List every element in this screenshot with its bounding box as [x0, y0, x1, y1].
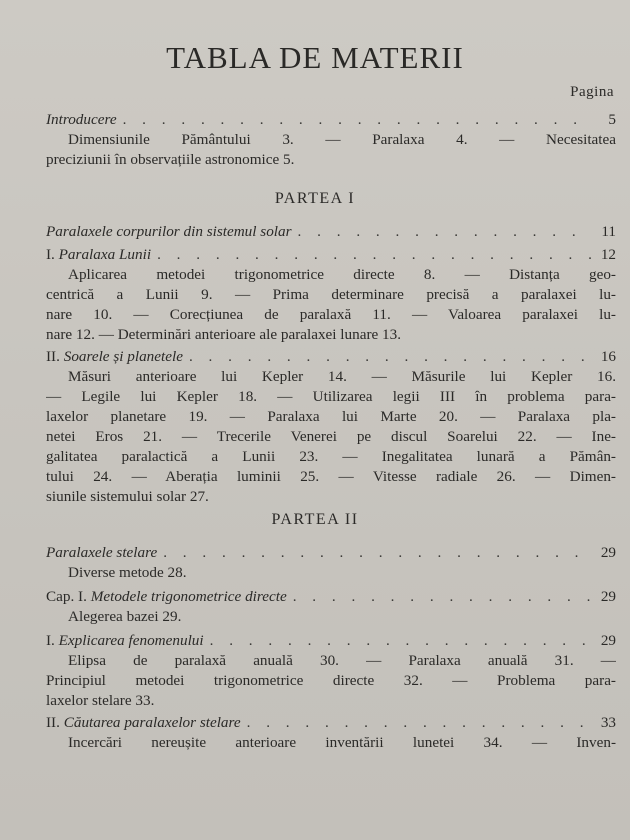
toc-description-line: galitatea paralactică a Lunii 23. — Inegalitatea lunară a Pămân- [46, 448, 616, 465]
toc-description-line: nare 12. — Determinări anterioare ale paralaxei lunare 13. [46, 326, 402, 343]
toc-description-line: Măsuri anterioare lui Kepler 14. — Măsurile lui Kepler 16. [68, 368, 616, 385]
toc-entry-label: Soarele și planetele [63, 348, 183, 365]
toc-entry-number: II. [46, 348, 60, 365]
dot-leader [247, 713, 592, 733]
toc-entry-page: 11 [601, 223, 616, 240]
toc-entry-paralaxa-lunii[interactable] [46, 245, 616, 265]
page-column-header: Pagina [570, 84, 614, 100]
toc-entry-number: I. [46, 632, 55, 649]
dot-leader [157, 245, 592, 265]
toc-description-line: laxelor planetare 19. — Paralaxa lui Marte 20. — Paralaxa pla- [46, 408, 616, 425]
toc-description-line: siunile sistemului solar 27. [46, 488, 209, 505]
toc-entry-paralaxele-corpurilor[interactable] [46, 222, 616, 242]
toc-description-line: — Legile lui Kepler 18. — Utilizarea legii III în problema para- [46, 388, 616, 405]
toc-entry-number: I. [46, 246, 55, 263]
toc-description-line: tului 24. — Aberația luminii 25. — Vitesse radiale 26. — Dimen- [46, 468, 616, 485]
toc-description-line: centrică a Lunii 9. — Prima determinare precisă a paralaxei lu- [46, 286, 616, 303]
toc-entry-page: 29 [600, 632, 616, 649]
dot-leader [298, 222, 592, 242]
toc-entry-introducere[interactable] [46, 110, 616, 130]
toc-entry-page: 33 [600, 714, 616, 731]
toc-entry-soarele-si-planetele[interactable] [46, 347, 616, 367]
toc-description-line: Principiul metodei trigonometrice directe 32. — Problema para- [46, 672, 616, 689]
toc-entry-label: Paralaxele stelare [46, 544, 158, 561]
part-heading-2: PARTEA II [271, 511, 359, 528]
dot-leader [123, 110, 592, 130]
dot-leader [189, 347, 592, 367]
toc-entry-page: 12 [600, 246, 616, 263]
toc-entry-explicarea-fenomenului[interactable] [46, 631, 616, 651]
toc-description-line: Diverse metode 28. [68, 564, 187, 581]
toc-entry-metodele-trigonometrice[interactable] [46, 587, 616, 607]
toc-entry-number: II. [46, 714, 60, 731]
toc-description-line: preciziunii în observațiile astronomice 5. [46, 151, 295, 168]
toc-entry-number: Cap. I. [46, 588, 87, 605]
toc-description-line: nare 10. — Corecțiunea de paralaxă 11. — Valoarea paralaxei lu- [46, 306, 616, 323]
toc-description-line: Dimensiunile Pământului 3. — Paralaxa 4. — Necesitatea [68, 131, 616, 148]
toc-description-line: Aplicarea metodei trigonometrice directe 8. — Distanța geo- [68, 266, 616, 283]
toc-entry-page: 29 [600, 544, 616, 561]
toc-description-line: Elipsa de paralaxă anuală 30. — Paralaxa anuală 31. — [68, 652, 616, 669]
toc-entry-page: 16 [600, 348, 616, 365]
dot-leader [293, 587, 592, 607]
toc-description-line: Alegerea bazei 29. [68, 608, 182, 625]
toc-entry-label: Metodele trigonometrice directe [90, 588, 287, 605]
toc-entry-page: 5 [608, 111, 616, 128]
toc-entry-label: Explicarea fenomenului [58, 632, 204, 649]
toc-description-line: netei Eros 21. — Trecerile Venerei pe discul Soarelui 22. — Ine- [46, 428, 616, 445]
toc-entry-label: Introducere [46, 111, 117, 128]
toc-description-line: laxelor stelare 33. [46, 692, 155, 709]
page-title: TABLA DE MATERII [166, 40, 464, 75]
toc-entry-label: Paralaxele corpurilor din sistemul solar [46, 223, 292, 240]
part-heading-1: PARTEA I [274, 190, 356, 207]
dot-leader [163, 543, 592, 563]
dot-leader [210, 631, 592, 651]
toc-description-line: Incercări nereușite anterioare inventării lunetei 34. — Inven- [68, 734, 616, 751]
toc-entry-label: Căutarea paralaxelor stelare [63, 714, 241, 731]
toc-entry-page: 29 [600, 588, 616, 605]
toc-entry-label: Paralaxa Lunii [58, 246, 152, 263]
toc-entry-cautarea-paralaxelor[interactable] [46, 713, 616, 733]
toc-entry-paralaxele-stelare[interactable] [46, 543, 616, 563]
